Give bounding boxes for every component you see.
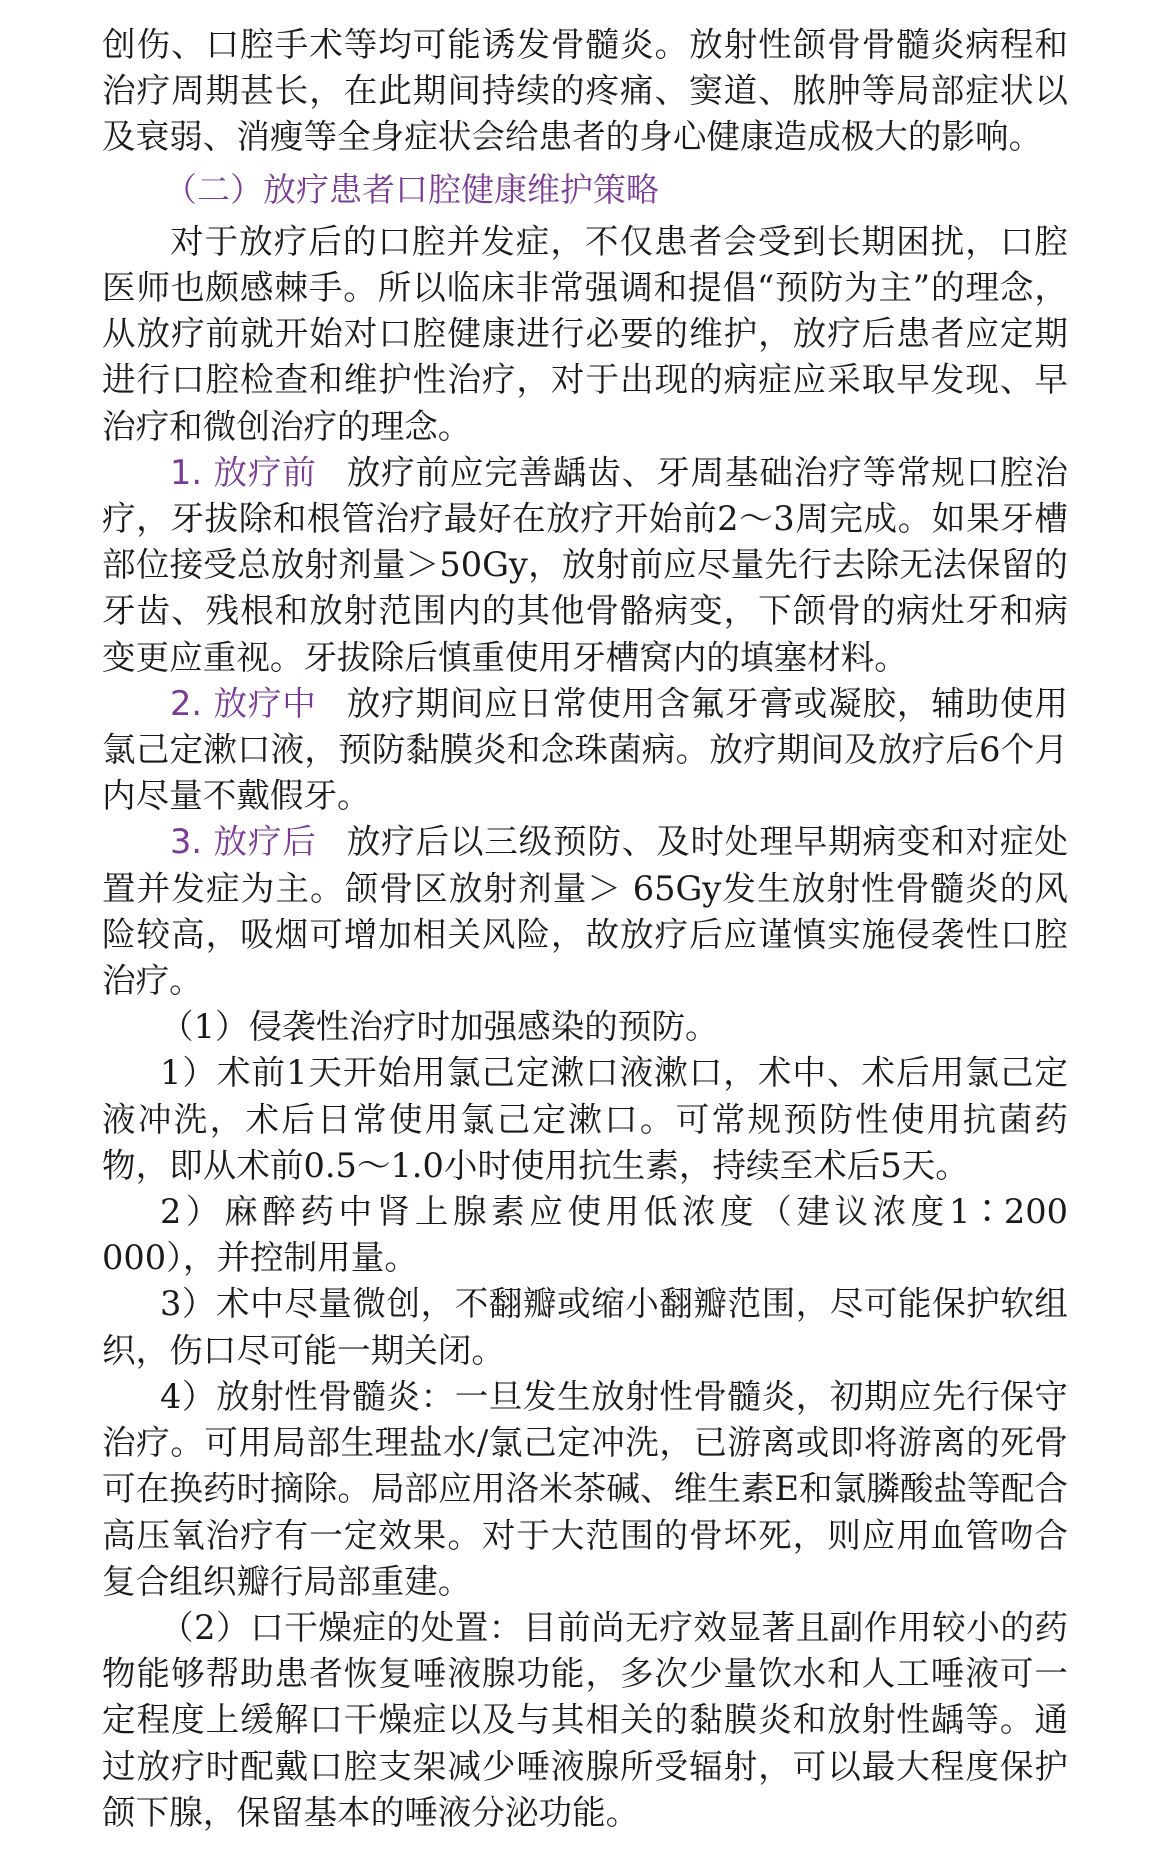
strategy-intro-paragraph: 对于放疗后的口腔并发症，不仅患者会受到长期困扰，口腔医师也颇感棘手。所以临床非常强调和提倡“预防为主”的理念，从放疗前就开始对口腔健康进行必要的维护，放疗后患者应定期进行口腔检查和维护性治疗，对于出现的病症应采取早发现、早治疗和微创治疗的理念。 bbox=[102, 221, 1068, 446]
during-radiotherapy-paragraph bbox=[102, 681, 1068, 820]
before-radiotherapy-paragraph bbox=[102, 450, 1068, 681]
before-radiotherapy-text: 放疗前应完善龋齿、牙周基础治疗等常规口腔治疗，牙拔除和根管治疗最好在放疗开始前2～3周完成。如果牙槽部位接受总放射剂量＞50Gy，放射前应尽量先行去除无法保留的牙齿、残根和放射范围内的其他骨骼病变，下颌骨的病灶牙和病变更应重视。牙拔除后慎重使用牙槽窝内的填塞材料。 bbox=[102, 452, 1068, 677]
during-radiotherapy-label: 2. 放疗中 bbox=[170, 683, 317, 723]
section-heading: （二）放疗患者口腔健康维护策略 bbox=[164, 169, 659, 209]
after-radiotherapy-paragraph bbox=[102, 819, 1068, 1004]
after-radiotherapy-text: 放疗后以三级预防、及时处理早期病变和对症处置并发症为主。颌骨区放射剂量＞ 65Gy发生放射性骨髓炎的风险较高，吸烟可增加相关风险，故放疗后应谨慎实施侵袭性口腔治疗。 bbox=[102, 822, 1068, 1001]
item1-sub4-paragraph: 4）放射性骨髓炎：一旦发生放射性骨髓炎，初期应先行保守治疗。可用局部生理盐水/氯己定冲洗，已游离或即将游离的死骨可在换药时摘除。局部应用洛米茶碱、维生素E和氯膦酸盐等配合高压氧治疗有一定效果。对于大范围的骨坏死，则应用血管吻合复合组织瓣行局部重建。 bbox=[102, 1376, 1068, 1601]
intro-continuation-paragraph: 创伤、口腔手术等均可能诱发骨髓炎。放射性颌骨骨髓炎病程和治疗周期甚长，在此期间持续的疼痛、窦道、脓肿等局部症状以及衰弱、消瘦等全身症状会给患者的身心健康造成极大的影响。 bbox=[102, 25, 1068, 157]
item1-title: （1）侵袭性治疗时加强感染的预防。 bbox=[160, 1007, 719, 1047]
item1-sub3-paragraph: 3）术中尽量微创，不翻瓣或缩小翻瓣范围，尽可能保护软组织，伤口尽可能一期关闭。 bbox=[102, 1284, 1068, 1370]
item2-paragraph: （2）口干燥症的处置：目前尚无疗效显著且副作用较小的药物能够帮助患者恢复唾液腺功能，多次少量饮水和人工唾液可一定程度上缓解口干燥症以及与其相关的黏膜炎和放射性龋等。通过放疗时配戴口腔支架减少唾液腺所受辐射，可以最大程度保护颌下腺，保留基本的唾液分泌功能。 bbox=[102, 1607, 1068, 1832]
during-radiotherapy-text: 放疗期间应日常使用含氟牙膏或凝胶，辅助使用氯己定漱口液，预防黏膜炎和念珠菌病。放疗期间及放疗后6个月内尽量不戴假牙。 bbox=[102, 683, 1068, 816]
document-page bbox=[102, 22, 1068, 1836]
item1-sub2-paragraph: 2）麻醉药中肾上腺素应使用低浓度（建议浓度1∶200 000），并控制用量。 bbox=[102, 1192, 1068, 1278]
item1-sub1-paragraph: 1）术前1天开始用氯己定漱口液漱口，术中、术后用氯己定液冲洗，术后日常使用氯己定漱口。可常规预防性使用抗菌药物，即从术前0.5～1.0小时使用抗生素，持续至术后5天。 bbox=[102, 1053, 1068, 1185]
before-radiotherapy-label: 1. 放疗前 bbox=[170, 452, 317, 492]
after-radiotherapy-label: 3. 放疗后 bbox=[170, 822, 317, 862]
